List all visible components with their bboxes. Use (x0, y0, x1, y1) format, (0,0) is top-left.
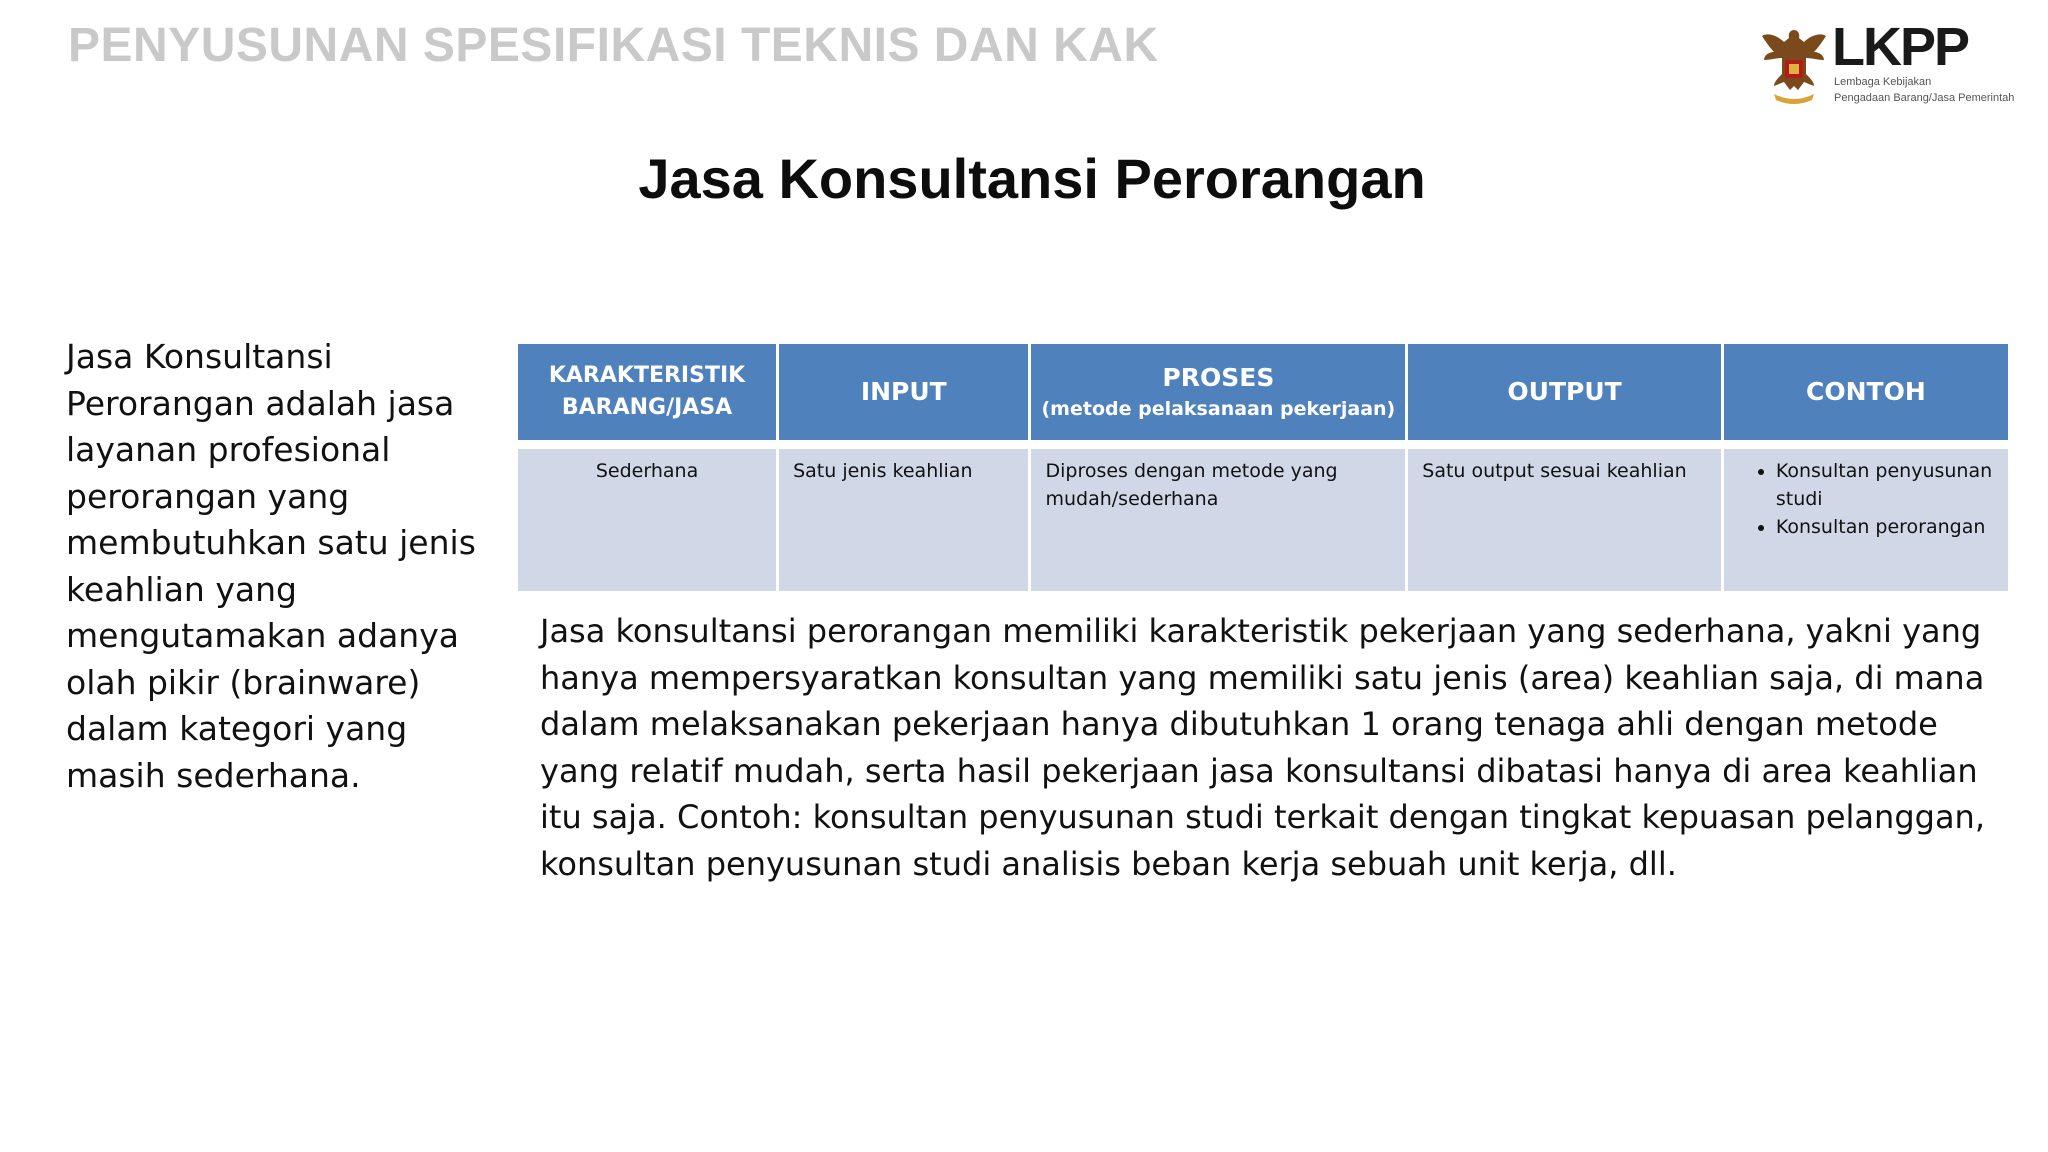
list-item: • Konsultan penyusunan studi (1776, 457, 1994, 513)
logo-subtitle-line1: Lembaga Kebijakan (1834, 76, 1932, 88)
characteristics-table (515, 341, 2011, 594)
header-contoh-label: CONTOH (1806, 377, 1926, 406)
contoh-list (1738, 457, 1994, 541)
slide-title-text: Jasa Konsultansi Perorangan (638, 147, 1426, 210)
table-header-row (518, 344, 2008, 440)
garuda-emblem-icon (1760, 24, 1828, 106)
cell-proses: Diproses dengan metode yang mudah/sederhana (1031, 443, 1405, 591)
header-output (1408, 344, 1721, 440)
cell-karakteristik: Sederhana (518, 443, 776, 591)
header-contoh (1724, 344, 2008, 440)
logo-subtitle-line2: Pengadaan Barang/Jasa Pemerintah (1834, 92, 2015, 104)
logo-brand: LKPP (1832, 17, 1969, 77)
lkpp-logo (1760, 17, 2048, 114)
header-output-label: OUTPUT (1507, 377, 1622, 406)
cell-output: Satu output sesuai keahlian (1408, 443, 1721, 591)
header-proses (1031, 344, 1405, 440)
table-row (518, 443, 2008, 591)
slide-title (0, 146, 2048, 211)
header-proses-sub: (metode pelaksanaan pekerjaan) (1041, 398, 1396, 420)
header-karakteristik-line2: BARANG/JASA (561, 395, 733, 420)
header-input (779, 344, 1028, 440)
header-karakteristik-line1: KARAKTERISTIK (548, 363, 746, 388)
header-title: PENYUSUNAN SPESIFIKASI TEKNIS DAN KAK (68, 19, 1159, 72)
logo-subtitle (1834, 74, 2014, 106)
list-item: • Konsultan perorangan (1776, 513, 1994, 541)
definition-text: Jasa Konsultansi Perorangan adalah jasa layanan profesional perorangan yang membutuhkan satu jenis keahlian yang mengutamakan adanya olah pikir (brainware) dalam kategori yang masih sederhana. (66, 337, 476, 795)
header-karakteristik (518, 344, 776, 440)
explanation-paragraph: Jasa konsultansi perorangan memiliki karakteristik pekerjaan yang sederhana, yakni yang hanya mempersyaratkan konsultan yang memiliki satu jenis (area) keahlian saja, di mana dalam melaksanakan pekerjaan hanya dibutuhkan 1 orang tenaga ahli dengan metode yang relatif mudah, serta hasil pekerjaan jasa konsultansi dibatasi hanya di area keahlian itu saja. Contoh: konsultan penyusunan studi terkait dengan tingkat kepuasan pelanggan, konsultan penyusunan studi analisis beban kerja sebuah unit kerja, dll. (540, 612, 1985, 883)
cell-contoh (1724, 443, 2008, 591)
header-input-label: INPUT (860, 377, 947, 406)
cell-input: Satu jenis keahlian (779, 443, 1028, 591)
header-proses-label: PROSES (1162, 363, 1275, 392)
